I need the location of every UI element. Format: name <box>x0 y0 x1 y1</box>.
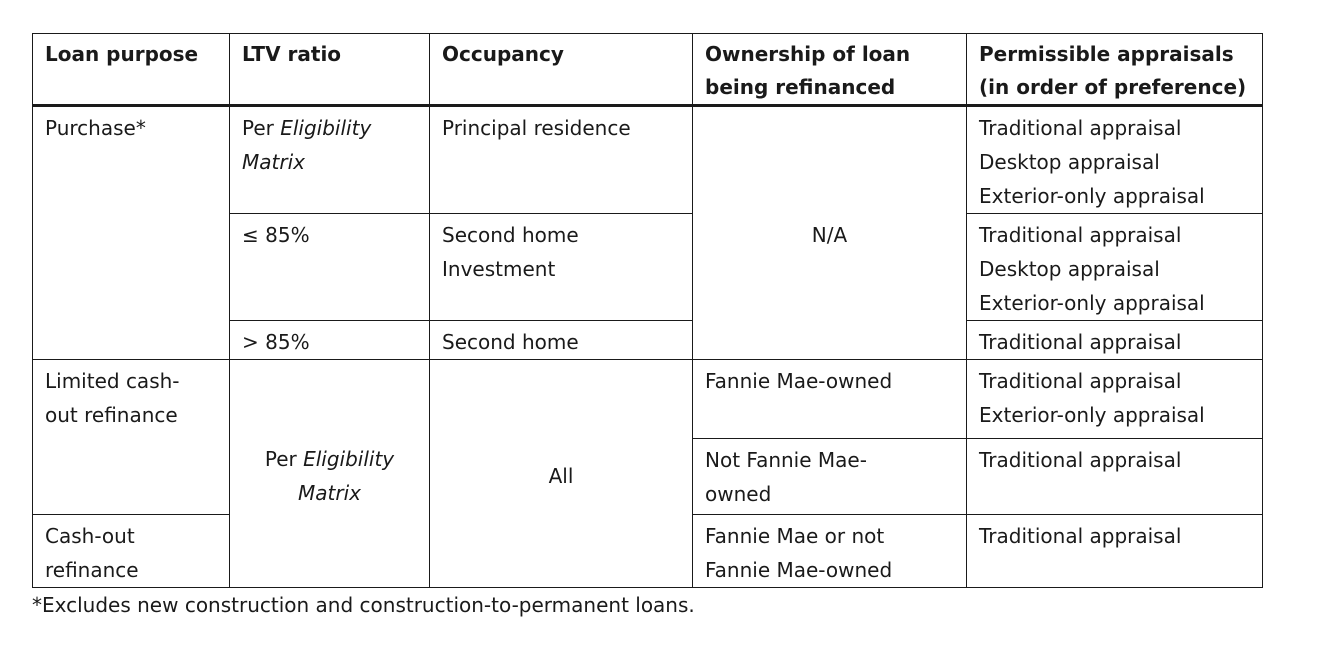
cell-refinance-ownership-1: Fannie Mae-owned <box>693 360 967 439</box>
cell-refinance-appraisals-2: Traditional appraisal <box>967 439 1263 515</box>
purpose-line-1: Limited cash- <box>45 369 180 393</box>
appraisal-requirements-table <box>32 33 1263 588</box>
appraisal-line: Traditional appraisal <box>979 223 1182 247</box>
appraisal-requirements-document <box>32 33 1262 619</box>
table-header-row <box>33 34 1263 106</box>
ltv-line-1: Per Eligibility <box>242 116 372 140</box>
cell-purchase-ownership: N/A <box>693 106 967 360</box>
cell-refinance-ownership-3 <box>693 515 967 588</box>
occupancy-line: Second home <box>442 223 579 247</box>
purpose-line-2: refinance <box>45 558 139 582</box>
header-permissible-appraisals <box>967 34 1263 106</box>
appraisal-line: Traditional appraisal <box>979 116 1182 140</box>
ltv-line-2: Matrix <box>242 150 305 174</box>
ltv-line-2: Matrix <box>298 480 361 505</box>
occupancy-line: Investment <box>442 257 556 281</box>
cell-refinance-ltv <box>230 360 430 588</box>
ownership-line: Fannie Mae-owned <box>705 558 893 582</box>
ownership-line: owned <box>705 482 772 506</box>
cell-purchase-occupancy-3: Second home <box>430 321 693 360</box>
ltv-line-1: Per Eligibility <box>264 446 395 471</box>
cell-purchase-ltv-1 <box>230 106 430 214</box>
cell-purchase-appraisals-2 <box>967 214 1263 321</box>
cell-purchase-occupancy-1 <box>430 106 693 214</box>
appraisal-line: Desktop appraisal <box>979 257 1160 281</box>
header-ownership-line-2: being refinanced <box>705 75 896 99</box>
cell-cashout-purpose <box>33 515 230 588</box>
cell-purchase-purpose: Purchase* <box>33 106 230 360</box>
cell-purchase-appraisals-1 <box>967 106 1263 214</box>
cell-purchase-ltv-2: ≤ 85% <box>230 214 430 321</box>
purpose-line-2: out refinance <box>45 403 178 427</box>
footnote: *Excludes new construction and construction-to-permanent loans. <box>32 593 695 617</box>
ownership-line: Fannie Mae or not <box>705 524 885 548</box>
header-ownership <box>693 34 967 106</box>
cell-purchase-occupancy-2 <box>430 214 693 321</box>
cell-purchase-ltv-3: > 85% <box>230 321 430 360</box>
cell-refinance-ownership-2 <box>693 439 967 515</box>
appraisal-line: Exterior-only appraisal <box>979 291 1205 315</box>
occupancy-line: Principal residence <box>442 116 631 140</box>
header-occupancy: Occupancy <box>430 34 693 106</box>
header-ownership-line-1: Ownership of loan <box>705 42 911 66</box>
cell-refinance-appraisals-3: Traditional appraisal <box>967 515 1263 588</box>
ownership-line: Not Fannie Mae- <box>705 448 867 472</box>
header-appraisals-line-2: (in order of preference) <box>979 75 1247 99</box>
cell-refinance-occupancy: All <box>430 360 693 588</box>
header-ltv-ratio: LTV ratio <box>230 34 430 106</box>
purpose-line-1: Cash-out <box>45 524 135 548</box>
header-loan-purpose: Loan purpose <box>33 34 230 106</box>
appraisal-line: Exterior-only appraisal <box>979 184 1205 208</box>
cell-refinance-appraisals-1 <box>967 360 1263 439</box>
header-appraisals-line-1: Permissible appraisals <box>979 42 1234 66</box>
appraisal-line: Traditional appraisal <box>979 369 1182 393</box>
cell-purchase-appraisals-3: Traditional appraisal <box>967 321 1263 360</box>
cell-limited-cashout-purpose <box>33 360 230 515</box>
appraisal-line: Exterior-only appraisal <box>979 403 1205 427</box>
table-row <box>33 106 1263 214</box>
appraisal-line: Desktop appraisal <box>979 150 1160 174</box>
table-row <box>33 360 1263 439</box>
